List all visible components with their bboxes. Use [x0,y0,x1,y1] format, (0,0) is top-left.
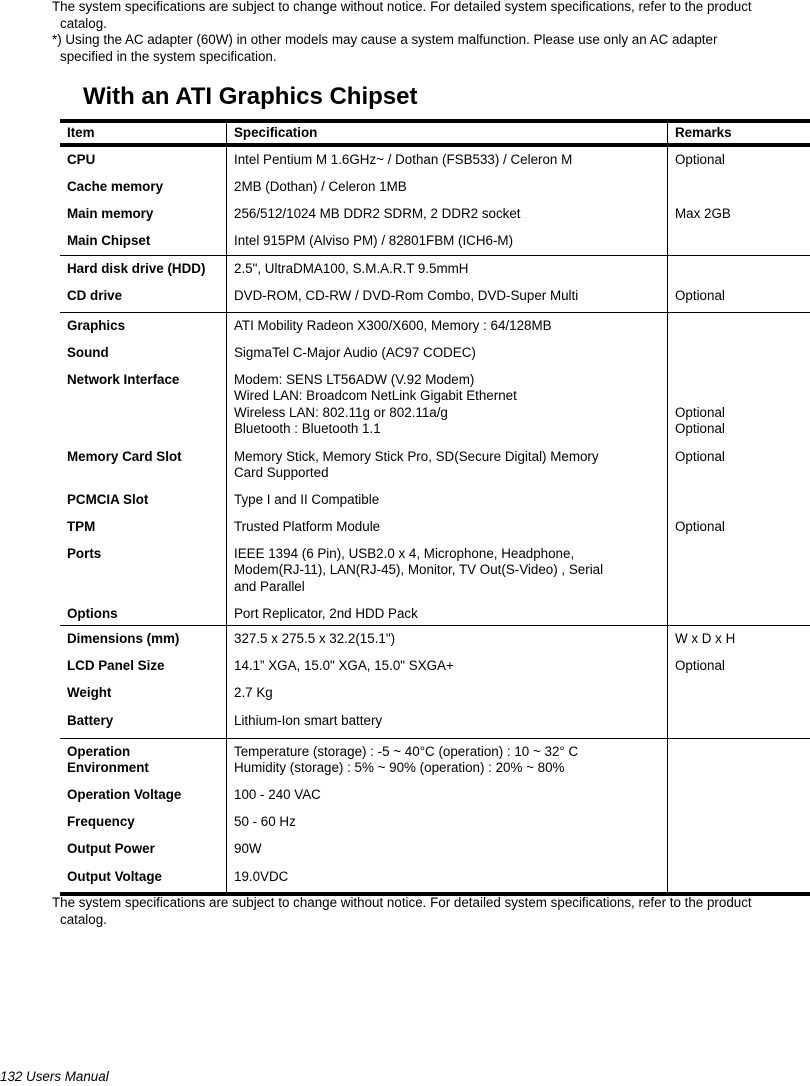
table-row [60,174,810,201]
row-group [60,147,810,256]
remarks-cell [667,147,810,174]
remarks-cell [667,708,810,738]
spec-line: 327.5 x 275.5 x 32.2(15.1") [234,631,396,646]
remarks-cell [667,313,810,340]
spec-line: 100 - 240 VAC [234,787,321,802]
item-line: Main Chipset [67,233,151,248]
spec-cell [226,626,667,653]
remarks-cell [667,514,810,541]
table-row [60,653,810,680]
spec-line: 2.5", UltraDMA100, S.M.A.R.T 9.5mmH [234,261,469,276]
spec-table [60,119,810,896]
header-item: Item [67,125,95,140]
spec-line: SigmaTel C-Major Audio (AC97 CODEC) [234,345,476,360]
spec-cell [226,444,667,487]
table-row [60,283,810,312]
remarks-line: Optional [675,420,725,436]
header-remarks: Remarks [667,123,810,143]
table-row [60,836,810,864]
remarks-cell [667,680,810,708]
item-line: Memory Card Slot [67,449,182,464]
item-cell [60,228,226,255]
spec-cell [226,340,667,367]
table-row [60,708,810,738]
table-row [60,201,810,228]
table-row [60,809,810,836]
item-line: CD drive [67,288,123,303]
spec-cell [226,174,667,201]
item-line: Main memory [67,206,154,221]
spec-line: and Parallel [234,578,305,594]
item-cell [60,739,226,782]
spec-cell [226,367,667,444]
item-cell [60,256,226,283]
page-footer: 132 Users Manual [0,1069,109,1084]
spec-line: Wired LAN: Broadcom NetLink Gigabit Ethernet [234,388,517,404]
remarks-cell [667,487,810,514]
row-group [60,256,810,313]
note [52,32,717,65]
spec-line: Intel 915PM (Alviso PM) / 82801FBM (ICH6-M) [234,233,514,248]
item-line: Options [67,606,118,621]
remarks-cell [667,201,810,228]
spec-line: IEEE 1394 (6 Pin), USB2.0 x 4, Microphone, Headphone, [234,546,575,561]
remarks-cell [667,174,810,201]
spec-line: ATI Mobility Radeon X300/X600, Memory : 64/128MB [234,318,552,333]
remarks-cell [667,809,810,836]
item-line: Network Interface [67,372,180,387]
table-row [60,147,810,174]
spec-line: Memory Stick, Memory Stick Pro, SD(Secure Digital) Memory [234,449,599,464]
remarks-cell [667,601,810,625]
spec-cell [226,739,667,782]
spec-line: Wireless LAN: 802.11g or 802.11a/g [234,404,448,420]
table-row [60,256,810,283]
table-row [60,601,810,625]
spec-cell [226,680,667,708]
spec-cell [226,708,667,738]
item-line: Output Power [67,841,155,856]
spec-cell [226,201,667,228]
spec-line: 90W [234,841,262,856]
remarks-cell [667,228,810,255]
spec-cell [226,228,667,255]
item-cell [60,283,226,312]
spec-line: 2.7 Kg [234,685,273,700]
spec-cell [226,514,667,541]
item-line: Weight [67,685,112,700]
item-line: Hard disk drive (HDD) [67,261,206,276]
item-line: Operation Voltage [67,787,182,802]
spec-line: Modem(RJ-11), LAN(RJ-45), Monitor, TV Out(S-Video) , Serial [234,562,604,578]
spec-cell [226,836,667,864]
remarks-line: Optional [675,449,725,464]
table-row [60,228,810,255]
remarks-cell [667,444,810,487]
item-cell [60,601,226,625]
note-line: catalog. [60,15,107,31]
item-cell [60,367,226,444]
remarks-cell [667,283,810,312]
header-specification: Specification [226,123,667,143]
remarks-cell [667,367,810,444]
table-row [60,739,810,782]
item-line: TPM [67,519,96,534]
item-line: Environment [67,760,149,776]
table-row [60,367,810,444]
item-cell [60,313,226,340]
remarks-line [675,388,810,404]
table-row [60,444,810,487]
item-cell [60,680,226,708]
row-group [60,313,810,626]
remarks-cell [667,739,810,782]
spec-line: Bluetooth : Bluetooth 1.1 [234,420,381,436]
item-cell [60,147,226,174]
table-header [60,119,810,147]
spec-cell [226,601,667,625]
remarks-line [675,372,810,388]
item-line: Battery [67,713,114,728]
item-line: Frequency [67,814,135,829]
remarks-cell [667,626,810,653]
spec-cell [226,782,667,809]
note-line: The system specifications are subject to change without notice. For detailed system specifications, refer to the product [52,895,752,910]
item-cell [60,340,226,367]
note-line: The system specifications are subject to change without notice. For detailed system specifications, refer to the product [52,0,752,14]
spec-cell [226,256,667,283]
note [52,895,752,928]
remarks-cell [667,653,810,680]
item-line: Sound [67,345,109,360]
item-cell [60,201,226,228]
item-line: Dimensions (mm) [67,631,180,646]
remarks-cell [667,340,810,367]
row-group [60,739,810,896]
table-row [60,541,810,601]
remarks-line: Optional [675,152,725,167]
item-cell [60,708,226,738]
spec-cell [226,653,667,680]
spec-cell [226,487,667,514]
item-line: CPU [67,152,96,167]
note [52,0,752,32]
spec-line: Port Replicator, 2nd HDD Pack [234,606,418,621]
spec-line: Temperature (storage) : -5 ~ 40°C (operation) : 10 ~ 32° C [234,744,579,759]
item-line: Graphics [67,318,126,333]
remarks-line: Optional [675,658,725,673]
item-cell [60,444,226,487]
spec-line: Lithium-Ion smart battery [234,713,383,728]
item-cell [60,626,226,653]
item-line: Cache memory [67,179,164,194]
remarks-cell [667,864,810,892]
spec-line: DVD-ROM, CD-RW / DVD-Rom Combo, DVD-Super Multi [234,288,579,303]
table-row [60,864,810,892]
remarks-cell [667,541,810,601]
spec-cell [226,283,667,312]
note-line: *) Using the AC adapter (60W) in other models may cause a system malfunction. Please use only an AC adapter [52,32,718,47]
spec-line: 2MB (Dothan) / Celeron 1MB [234,179,407,194]
row-group [60,626,810,739]
spec-line: Humidity (storage) : 5% ~ 90% (operation) : 20% ~ 80% [234,760,565,776]
remarks-cell [667,256,810,283]
remarks-line: Max 2GB [675,206,731,221]
note-line: specified in the system specification. [60,48,277,64]
table-row [60,340,810,367]
item-cell [60,809,226,836]
item-line: Ports [67,546,102,561]
remarks-line: Optional [675,404,725,420]
spec-line: Trusted Platform Module [234,519,381,534]
spec-line: Type I and II Compatible [234,492,380,507]
spec-cell [226,864,667,892]
item-line: Output Voltage [67,869,162,884]
item-cell [60,514,226,541]
item-cell [60,653,226,680]
item-cell [60,487,226,514]
spec-cell [226,809,667,836]
remarks-cell [667,782,810,809]
table-row [60,782,810,809]
spec-cell [226,147,667,174]
note-line: catalog. [60,911,107,927]
spec-line: Card Supported [234,465,329,481]
table-row [60,487,810,514]
spec-cell [226,541,667,601]
spec-line: 14.1” XGA, 15.0" XGA, 15.0" SXGA+ [234,658,454,673]
spec-line: 19.0VDC [234,869,289,884]
item-cell [60,541,226,601]
spec-line: 256/512/1024 MB DDR2 SDRM, 2 DDR2 socket [234,206,521,221]
table-row [60,313,810,340]
spec-line: Modem: SENS LT56ADW (V.92 Modem) [234,372,475,387]
remarks-line: Optional [675,288,725,303]
remarks-line: Optional [675,519,725,534]
remarks-line: W x D x H [675,631,736,646]
item-line: PCMCIA Slot [67,492,149,507]
table-body [60,147,810,896]
table-row [60,626,810,653]
section-title: With an ATI Graphics Chipset [83,83,418,110]
item-line: LCD Panel Size [67,658,165,673]
item-cell [60,174,226,201]
spec-cell [226,313,667,340]
item-cell [60,836,226,864]
spec-line: 50 - 60 Hz [234,814,296,829]
item-cell [60,864,226,892]
remarks-cell [667,836,810,864]
item-line: Operation [67,744,131,759]
table-row [60,680,810,708]
item-cell [60,782,226,809]
spec-line: Intel Pentium M 1.6GHz~ / Dothan (FSB533) / Celeron M [234,152,573,167]
table-row [60,514,810,541]
